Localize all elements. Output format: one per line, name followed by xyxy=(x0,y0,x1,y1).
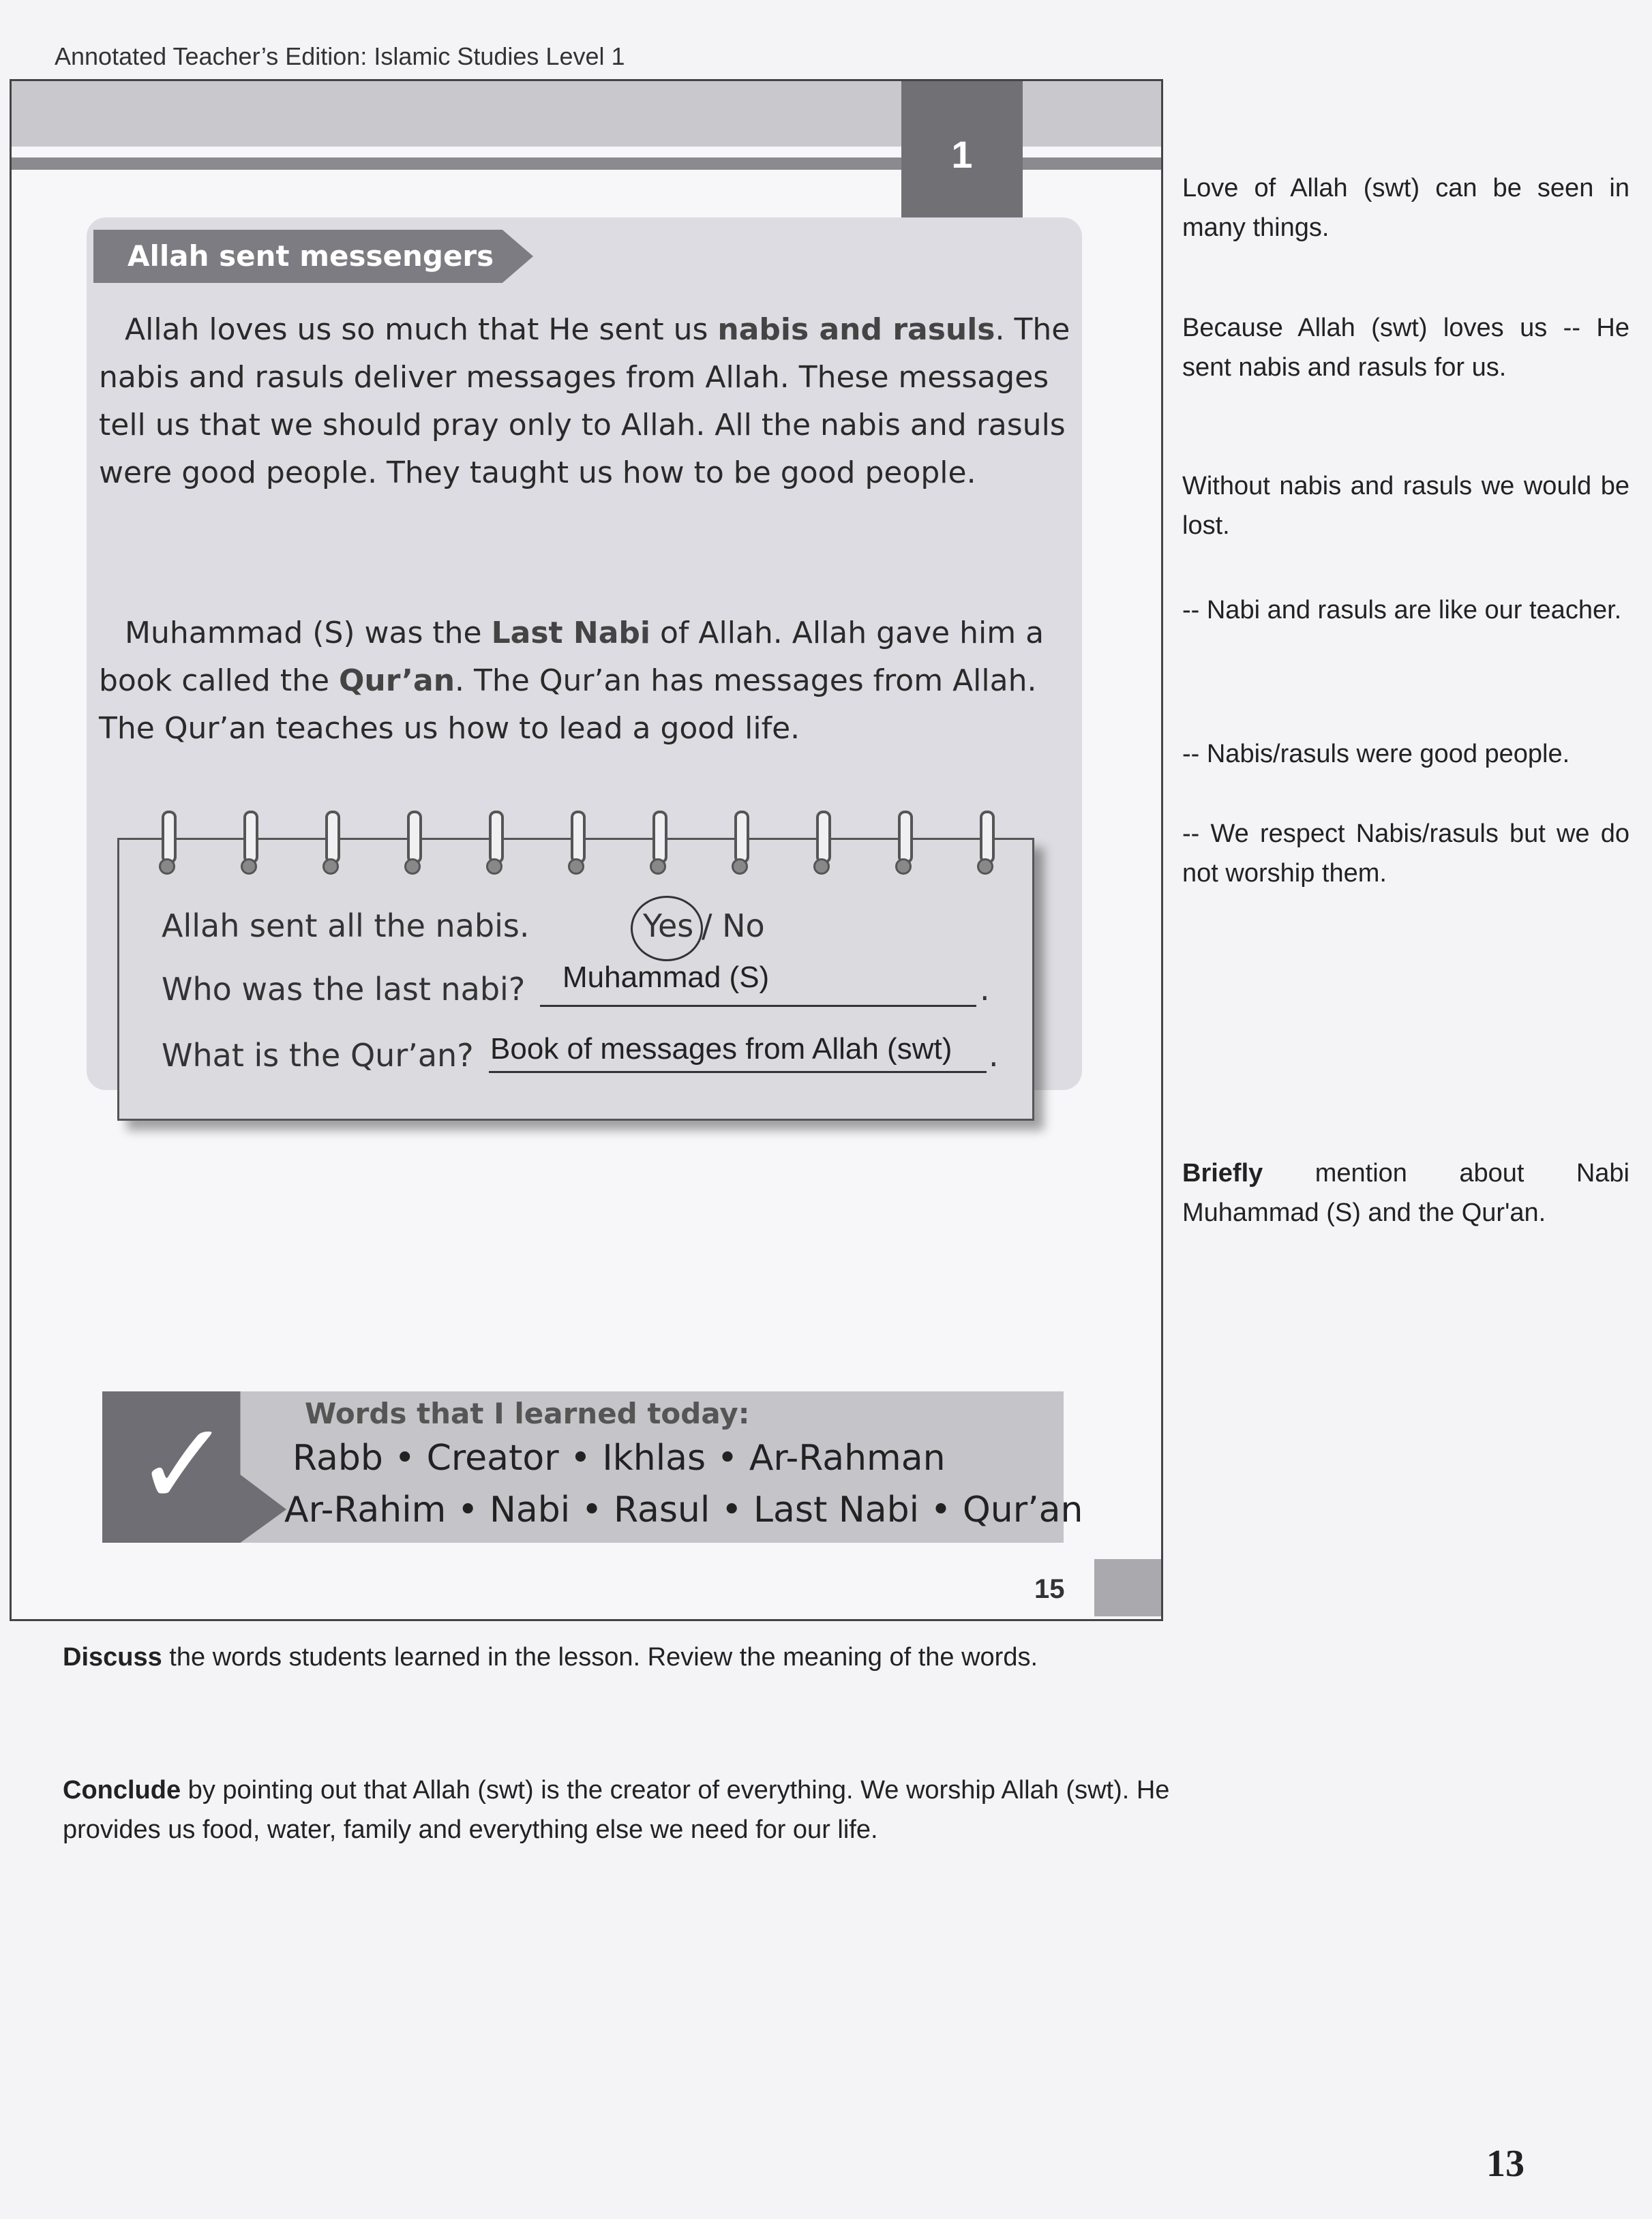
spiral-ring xyxy=(895,811,912,879)
quiz-question-1: Allah sent all the nabis. xyxy=(162,907,530,944)
spiral-ring xyxy=(322,811,339,879)
words-row-1: Rabb • Creator • Ikhlas • Ar-Rahman xyxy=(292,1438,946,1479)
paragraph2-text-3: . The Qur’an has messages from Allah. The Qur’an teaches us how to lead a good life. xyxy=(99,663,1037,746)
spiral-ring xyxy=(241,811,257,879)
student-page xyxy=(10,79,1163,1621)
discuss-bold: Discuss xyxy=(63,1643,162,1672)
page-folio: 13 xyxy=(1486,2143,1525,2185)
answer-no: / No xyxy=(702,907,765,944)
quiz-period: . xyxy=(989,1037,999,1074)
teacher-note-7 xyxy=(1182,1153,1630,1233)
paragraph1-text-2: . The nabis and rasuls deliver messages from Allah. These messages tell us that we should pray only to Allah. All the nabis and rasuls were good people. They taught us how to be good people. xyxy=(99,312,1070,490)
lesson-number: 1 xyxy=(951,133,973,176)
teacher-note-1: Love of Allah (swt) can be seen in many things. xyxy=(1182,174,1630,242)
spiral-ring xyxy=(732,811,748,879)
paragraph-last-nabi xyxy=(99,609,1074,753)
conclude-bold: Conclude xyxy=(63,1776,181,1805)
paragraph1-text-1: Allah loves us so much that He sent us xyxy=(125,312,718,347)
conclude-text: by pointing out that Allah (swt) is the creator of everything. We worship Allah (swt). He provides us food, water, family and everything else we need for our life. xyxy=(63,1776,1170,1844)
teacher-note-2: Because Allah (swt) loves us -- He sent nabis and rasuls for us. xyxy=(1182,314,1630,382)
teacher-note-4: -- Nabi and rasuls are like our teacher. xyxy=(1182,596,1622,624)
paragraph2-bold-2: Qur’an xyxy=(339,663,455,698)
section-heading: Allah sent messengers xyxy=(127,239,494,273)
words-title: Words that I learned today: xyxy=(305,1397,750,1430)
page-edge-tab xyxy=(1094,1559,1163,1616)
discuss-text: the words students learned in the lesson. Review the meaning of the words. xyxy=(162,1643,1038,1672)
words-row-2: Ar-Rahim • Nabi • Rasul • Last Nabi • Qur’an xyxy=(284,1490,1083,1530)
answer-line xyxy=(540,1005,976,1007)
answer-quran: Book of messages from Allah (swt) xyxy=(490,1032,952,1066)
paragraph2-text-1: Muhammad (S) was the xyxy=(125,616,492,650)
spiral-ring xyxy=(404,811,421,879)
spiral-ring xyxy=(486,811,502,879)
teacher-note-6: -- We respect Nabis/rasuls but we do not worship them. xyxy=(1182,819,1630,888)
checkmark-icon: ✓ xyxy=(134,1400,232,1530)
spiral-ring xyxy=(650,811,666,879)
answer-last-nabi: Muhammad (S) xyxy=(562,961,770,994)
quiz-question-3: What is the Qur’an? xyxy=(162,1037,474,1074)
teacher-note-5: -- Nabis/rasuls were good people. xyxy=(1182,740,1570,768)
paragraph1-bold-1: nabis and rasuls xyxy=(717,312,995,347)
quiz-period: . xyxy=(980,971,990,1008)
spiral-ring xyxy=(977,811,993,879)
paragraph2-bold-1: Last Nabi xyxy=(491,616,650,650)
paragraph-messengers xyxy=(99,306,1074,497)
spiral-ring xyxy=(813,811,830,879)
note-7-text: mention about Nabi Muhammad (S) and the Qur'an. xyxy=(1182,1159,1630,1227)
note-7-bold: Briefly xyxy=(1182,1159,1263,1188)
paragraph2-text-2: of Allah. Allah gave him a book called the xyxy=(99,616,1045,698)
quiz-question-2: Who was the last nabi? xyxy=(162,971,526,1008)
student-page-number: 15 xyxy=(1034,1574,1065,1604)
spiral-ring xyxy=(159,811,175,879)
answer-yes: Yes xyxy=(643,907,694,944)
spiral-ring xyxy=(568,811,584,879)
answer-line xyxy=(489,1071,987,1073)
conclude-note xyxy=(63,1770,1222,1850)
header-title: Annotated Teacher’s Edition: Islamic Studies Level 1 xyxy=(55,42,625,70)
teacher-note-3: Without nabis and rasuls we would be lost. xyxy=(1182,472,1630,540)
discuss-note xyxy=(63,1637,1222,1677)
